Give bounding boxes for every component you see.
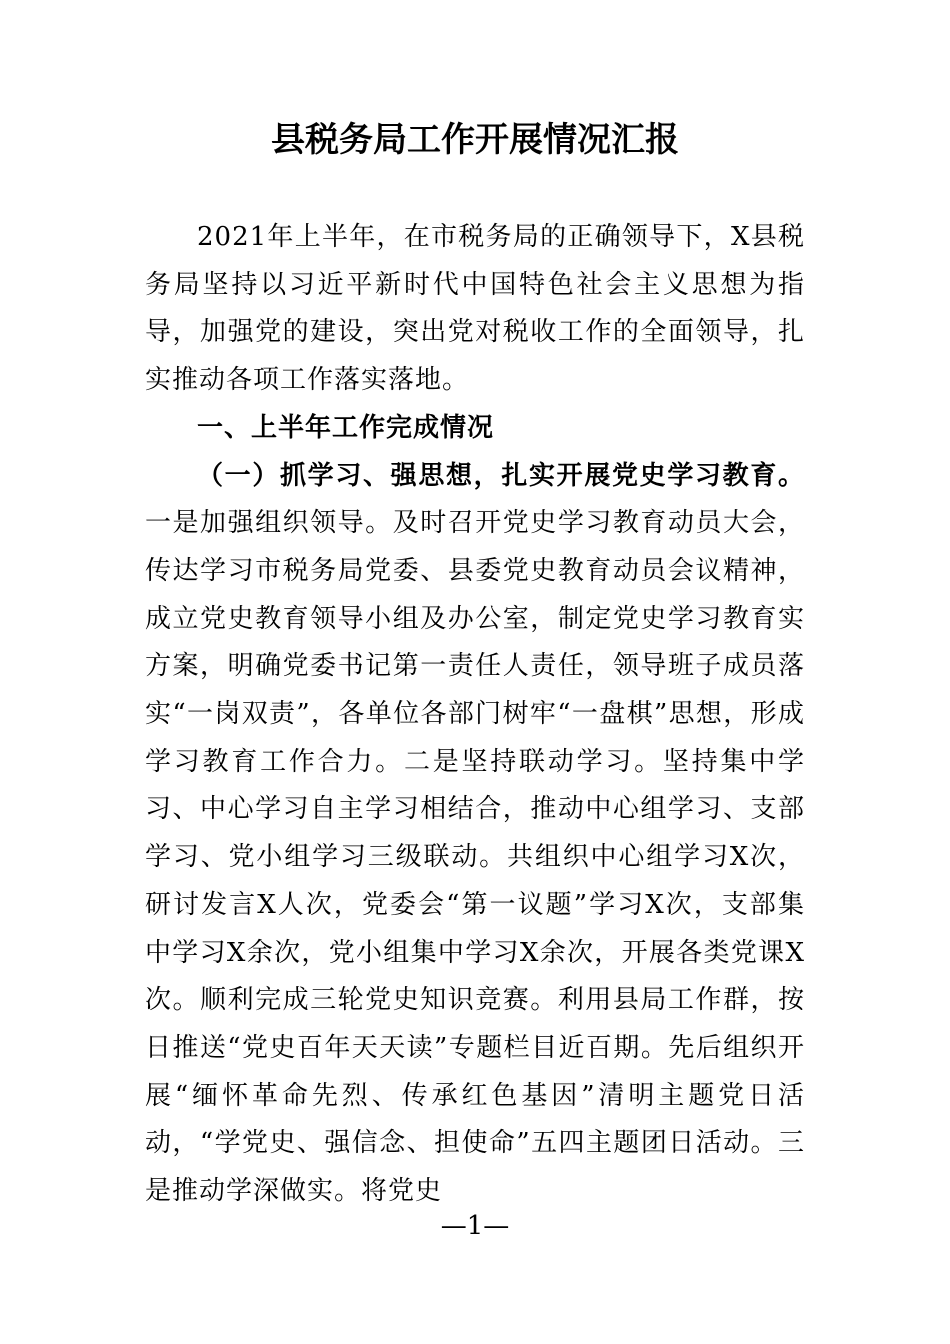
subsection-text: 一是加强组织领导。及时召开党史学习教育动员大会，传达学习市税务局党委、县委党史教育动员会议精神，成立党史教育领导小组及办公室，制定党史学习教育实方案，明确党委书记第一责任人责任，领导班子成员落实“一岗双责”，各单位各部门树牢“一盘棋”思想，形成学习教育工作合力。二是坚持联动学习。坚持集中学习、中心学习自主学习相结合，推动中心组学习、支部学习、党小组学习三级联动。共组织中心组学习X次，研讨发言X人次，党委会“第一议题”学习X次，支部集中学习X余次，党小组集中学习X余次，开展各类党课X次。顺利完成三轮党史知识竞赛。利用县局工作群，按日推送“党史百年天天读”专题栏目近百期。先后组织开展“缅怀革命先烈、传承红色基因”清明主题党日活动，“学党史、强信念、担使命”五四主题团日活动。三是推动学深做实。将党史 <box>145 508 805 1207</box>
document-title: 县税务局工作开展情况汇报 <box>271 120 679 160</box>
subsection-paragraph <box>145 453 805 1216</box>
subsection-lead: （一）抓学习、强思想，扎实开展党史学习教育。 <box>197 460 805 491</box>
section-heading: 一、上半年工作完成情况 <box>197 412 495 443</box>
document-body <box>145 214 805 1216</box>
page-number: —1— <box>440 1211 510 1241</box>
intro-paragraph: 2021年上半年，在市税务局的正确领导下，X县税务局坚持以习近平新时代中国特色社会主义思想为指导，加强党的建设，突出党对税收工作的全面领导，扎实推动各项工作落实落地。 <box>145 222 805 396</box>
